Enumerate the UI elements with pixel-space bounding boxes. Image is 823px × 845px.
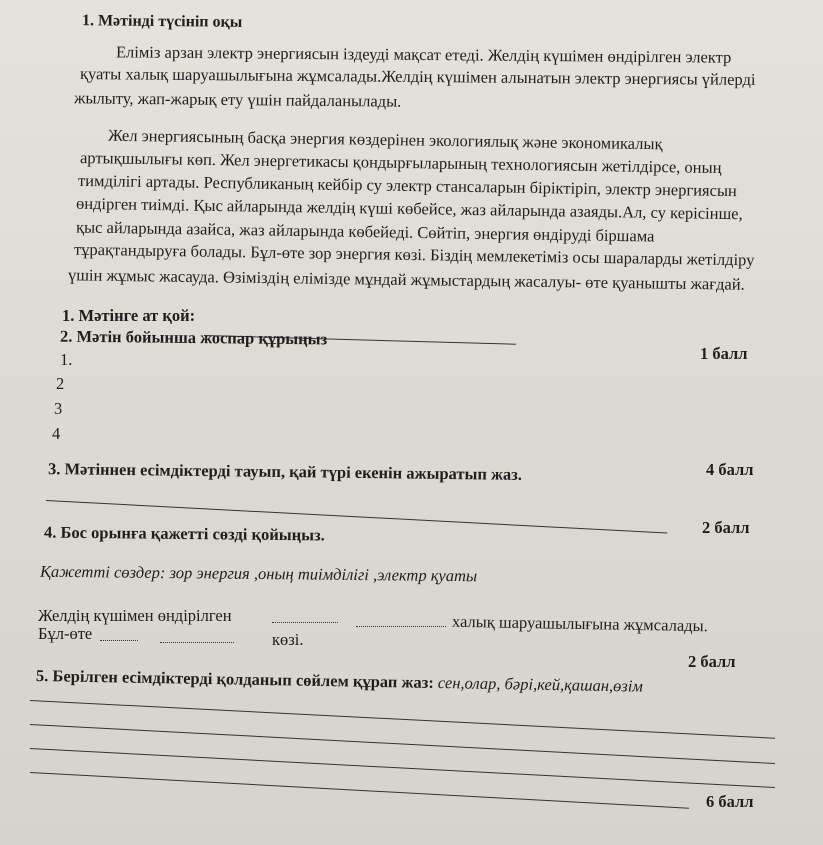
task-4-blank-2[interactable]: [356, 626, 446, 627]
task-5-words: сен,олар, бәрі,кей,қашан,өзім: [437, 673, 644, 696]
text-line: қыс айларында азайса, жаз айларында көбейеді. Сөйтіп, энергия өндіруді біршама: [75, 217, 655, 246]
text-line: жылыту, жап-жарық ету үшін пайдаланылады.: [73, 88, 402, 111]
task-4-blank-1[interactable]: [272, 622, 338, 623]
task-2-score: 4 балл: [706, 460, 754, 479]
section-title: 1. Мәтінді түсініп оқы: [81, 12, 243, 31]
text-line: Еліміз арзан электр энергиясын іздеуді мақсат етеді. Желдің күшімен өндірілген электр: [115, 42, 732, 67]
task-5-label: 5. Берілген есімдіктерді қолданып сөйлем құрап жаз:: [35, 666, 435, 692]
text-line: үшін жұмыс жасауда. Өзіміздің елімізде мұндай жұмыстардың жасалуы- өте қуанышты жағдай.: [67, 265, 745, 294]
task-5-prompt: [36, 666, 643, 697]
task-4-label: 4. Бос орынға қажетті сөзді қойыңыз.: [43, 522, 325, 545]
text-line: тұрақтандыруға болады. Бұл-өте зор энергия көзі. Біздің мемлекетіміз осы шараларды жетілдіру: [73, 239, 755, 270]
task-4-blank-4[interactable]: [160, 642, 234, 643]
text-line: тимділігі артады. Республиканың кейбір су электр стансаларын біріктіріп, электр энергиясын: [77, 170, 738, 201]
text-line: Жел энергиясының басқа энергия көздерінен экологиялық және экономикалық: [107, 125, 663, 154]
task-4-blank-3[interactable]: [100, 640, 138, 641]
task-5-answer-line-2[interactable]: [30, 724, 775, 764]
task-5-score: 6 балл: [706, 792, 754, 811]
task-4-line-2-end: көзі.: [272, 630, 304, 649]
plan-item-2[interactable]: 2: [56, 374, 65, 393]
task-4-line-2-start: Бұл-өте: [38, 624, 93, 643]
text-line: өндірген тиімді. Қыс айларында желдің күші көбейсе, жаз айларында азаяды.Ал, су керісінше,: [75, 193, 743, 224]
task-4-line-1-end: халық шаруашылығына жұмсалады.: [451, 611, 709, 636]
task-5-answer-line-1[interactable]: [30, 700, 775, 739]
task-1-label: 1. Мәтінге ат қой:: [62, 306, 196, 325]
plan-item-4[interactable]: 4: [52, 424, 61, 443]
task-4-hint: Қажетті сөздер: зор энергия ,оның тиімділігі ,электр қуаты: [39, 561, 478, 586]
task-1-score: 1 балл: [700, 344, 748, 363]
task-3-label: 3. Мәтіннен есімдіктерді тауып, қай түрі екенін ажыратып жаз.: [47, 459, 523, 484]
task-4-line-1-start: Желдің күшімен өндірілген: [38, 606, 232, 625]
task-2-label: 2. Мәтін бойынша жоспар құрыңыз: [59, 326, 328, 349]
text-line: қуаты халық шаруашылығына жұмсалады.Желдің күшімен алынатын электр энергиясы үйлерді: [79, 64, 756, 89]
plan-item-3[interactable]: 3: [54, 399, 63, 418]
task-4-score: 2 балл: [688, 652, 736, 671]
plan-item-1[interactable]: 1.: [60, 350, 73, 369]
text-line: артықшылығы көп. Жел энергетикасы қондырғыларының технологиясын жетілдірсе, оның: [79, 147, 722, 178]
task-5-answer-line-3[interactable]: [30, 748, 775, 788]
task-3-score: 2 балл: [702, 518, 750, 537]
